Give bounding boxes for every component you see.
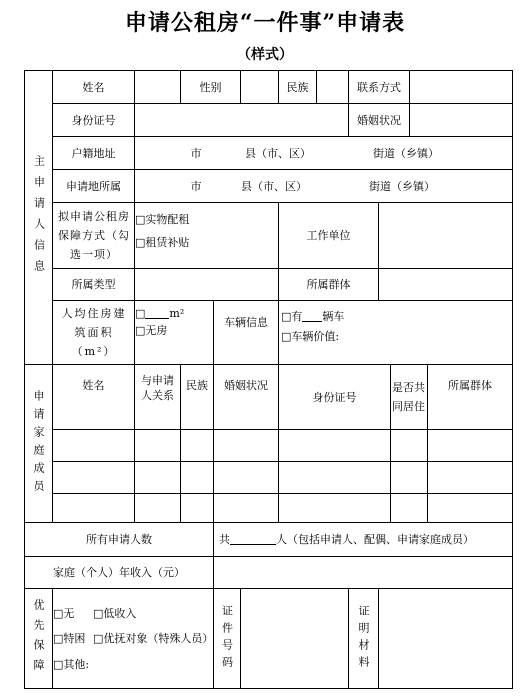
cert-number-label <box>214 589 240 688</box>
id-number-label: 身份证号 <box>71 113 116 127</box>
family-section-text: 申请家庭成员 <box>32 389 45 498</box>
checkbox-icon[interactable]: □ <box>135 323 146 337</box>
family-header-group: 所属群体 <box>448 378 492 392</box>
household-reg-street: 街道（乡镇） <box>373 146 439 160</box>
priority-section-text: 优先保障 <box>32 598 45 679</box>
family-header-relation: 与申请人关系 <box>141 374 174 402</box>
priority-option-extreme-poverty[interactable] <box>53 629 93 647</box>
family-header-cohabit: 是否共同居住 <box>392 381 425 413</box>
vehicle-label: 车辆信息 <box>224 315 268 329</box>
table-row[interactable] <box>53 494 512 522</box>
household-reg-city: 市 <box>190 146 202 160</box>
priority-section-label <box>25 589 52 688</box>
support-option-subsidy-label: 租赁补贴 <box>145 235 190 249</box>
area-blank[interactable] <box>145 308 169 319</box>
application-location-street: 街道（乡镇） <box>369 179 435 193</box>
application-location-city: 市 <box>190 179 202 193</box>
vehicle-unit: 辆车 <box>322 309 345 323</box>
ethnicity-field[interactable] <box>317 71 348 103</box>
no-house-label: 无房 <box>145 323 168 337</box>
priority-option-none-label: 无 <box>63 606 75 620</box>
household-reg-county: 县（市、区） <box>245 146 311 160</box>
cert-material-field[interactable] <box>379 589 512 688</box>
family-header-marital: 婚姻状况 <box>224 378 268 392</box>
priority-option-none[interactable] <box>53 604 93 622</box>
priority-option-low-income[interactable] <box>93 604 203 622</box>
id-number-field[interactable] <box>135 104 348 136</box>
group-label: 所属群体 <box>306 278 351 291</box>
family-section-label <box>25 365 52 522</box>
checkbox-icon[interactable]: □ <box>93 606 104 620</box>
form-title: 申请公租房“一件事”申请表 <box>124 10 406 36</box>
contact-field[interactable] <box>410 71 512 103</box>
cert-number-field[interactable] <box>241 589 348 688</box>
priority-option-special[interactable] <box>93 629 213 647</box>
cert-number-text: 证件号码 <box>220 604 234 673</box>
checkbox-icon[interactable]: □ <box>53 606 64 620</box>
income-field[interactable] <box>214 557 512 588</box>
gender-label: 性别 <box>199 80 222 94</box>
table-row[interactable] <box>53 462 512 493</box>
application-location-label: 申请地所属 <box>66 179 121 193</box>
total-suffix: 人（包括申请人、配偶、申请家庭成员） <box>276 533 474 546</box>
priority-option-other[interactable] <box>53 655 163 673</box>
income-label: 家庭（个人）年收入（元） <box>53 566 185 579</box>
form-subtitle: （样式） <box>237 47 293 63</box>
cert-material-label <box>349 589 378 688</box>
marital-status-field[interactable] <box>410 104 512 136</box>
total-applicants-field[interactable] <box>219 523 512 556</box>
priority-option-low-income-label: 低收入 <box>103 606 137 620</box>
no-house-option[interactable] <box>135 320 213 340</box>
marital-status-label: 婚姻状况 <box>357 113 401 127</box>
family-header-id: 身份证号 <box>312 390 357 404</box>
gender-field[interactable] <box>241 71 278 103</box>
family-header-name: 姓名 <box>82 378 105 392</box>
household-reg-label: 户籍地址 <box>71 146 116 160</box>
vehicle-value-option[interactable] <box>281 326 411 346</box>
total-applicants-label: 所有申请人数 <box>86 533 152 546</box>
checkbox-icon[interactable]: □ <box>135 306 146 320</box>
checkbox-icon[interactable]: □ <box>135 235 146 249</box>
name-field[interactable] <box>135 71 180 103</box>
checkbox-icon[interactable]: □ <box>135 212 146 226</box>
priority-option-other-label: 其他: <box>63 657 90 671</box>
group-field[interactable] <box>379 269 512 300</box>
contact-label: 联系方式 <box>357 80 401 94</box>
vehicle-has-label: 有 <box>291 309 303 323</box>
support-option-physical-label: 实物配租 <box>145 212 190 226</box>
area-label: 人均住房建筑面积（m²） <box>61 307 127 358</box>
table-row[interactable] <box>53 430 512 461</box>
category-field[interactable] <box>135 269 278 300</box>
total-count-blank[interactable] <box>230 534 276 545</box>
application-location-county: 县（市、区） <box>241 179 307 193</box>
checkbox-icon[interactable]: □ <box>281 309 292 323</box>
workplace-label: 工作单位 <box>306 229 351 242</box>
name-label: 姓名 <box>82 80 105 94</box>
support-option-subsidy[interactable] <box>135 231 275 253</box>
checkbox-icon[interactable]: □ <box>53 657 64 671</box>
applicant-section-text: 主申请人信息 <box>32 154 46 281</box>
checkbox-icon[interactable]: □ <box>93 631 104 645</box>
vehicle-has-option[interactable] <box>281 306 381 326</box>
checkbox-icon[interactable]: □ <box>281 329 292 343</box>
cert-material-text: 证明材料 <box>357 604 370 673</box>
priority-option-special-label: 优抚对象（特殊人员） <box>103 631 214 645</box>
support-method-label: 拟申请公租房保障方式（勾选一项） <box>58 210 130 261</box>
vehicle-value-label: 车辆价值: <box>291 329 340 343</box>
category-label: 所属类型 <box>71 278 116 291</box>
vehicle-count-blank[interactable] <box>302 311 322 322</box>
support-option-physical[interactable] <box>135 208 275 230</box>
area-unit: m² <box>169 306 185 320</box>
priority-option-extreme-poverty-label: 特困 <box>63 631 86 645</box>
total-prefix: 共 <box>219 533 230 546</box>
ethnicity-label: 民族 <box>286 80 309 94</box>
checkbox-icon[interactable]: □ <box>53 631 64 645</box>
applicant-section-label <box>25 71 52 364</box>
family-header-ethnicity: 民族 <box>186 378 208 392</box>
workplace-field[interactable] <box>379 203 512 268</box>
